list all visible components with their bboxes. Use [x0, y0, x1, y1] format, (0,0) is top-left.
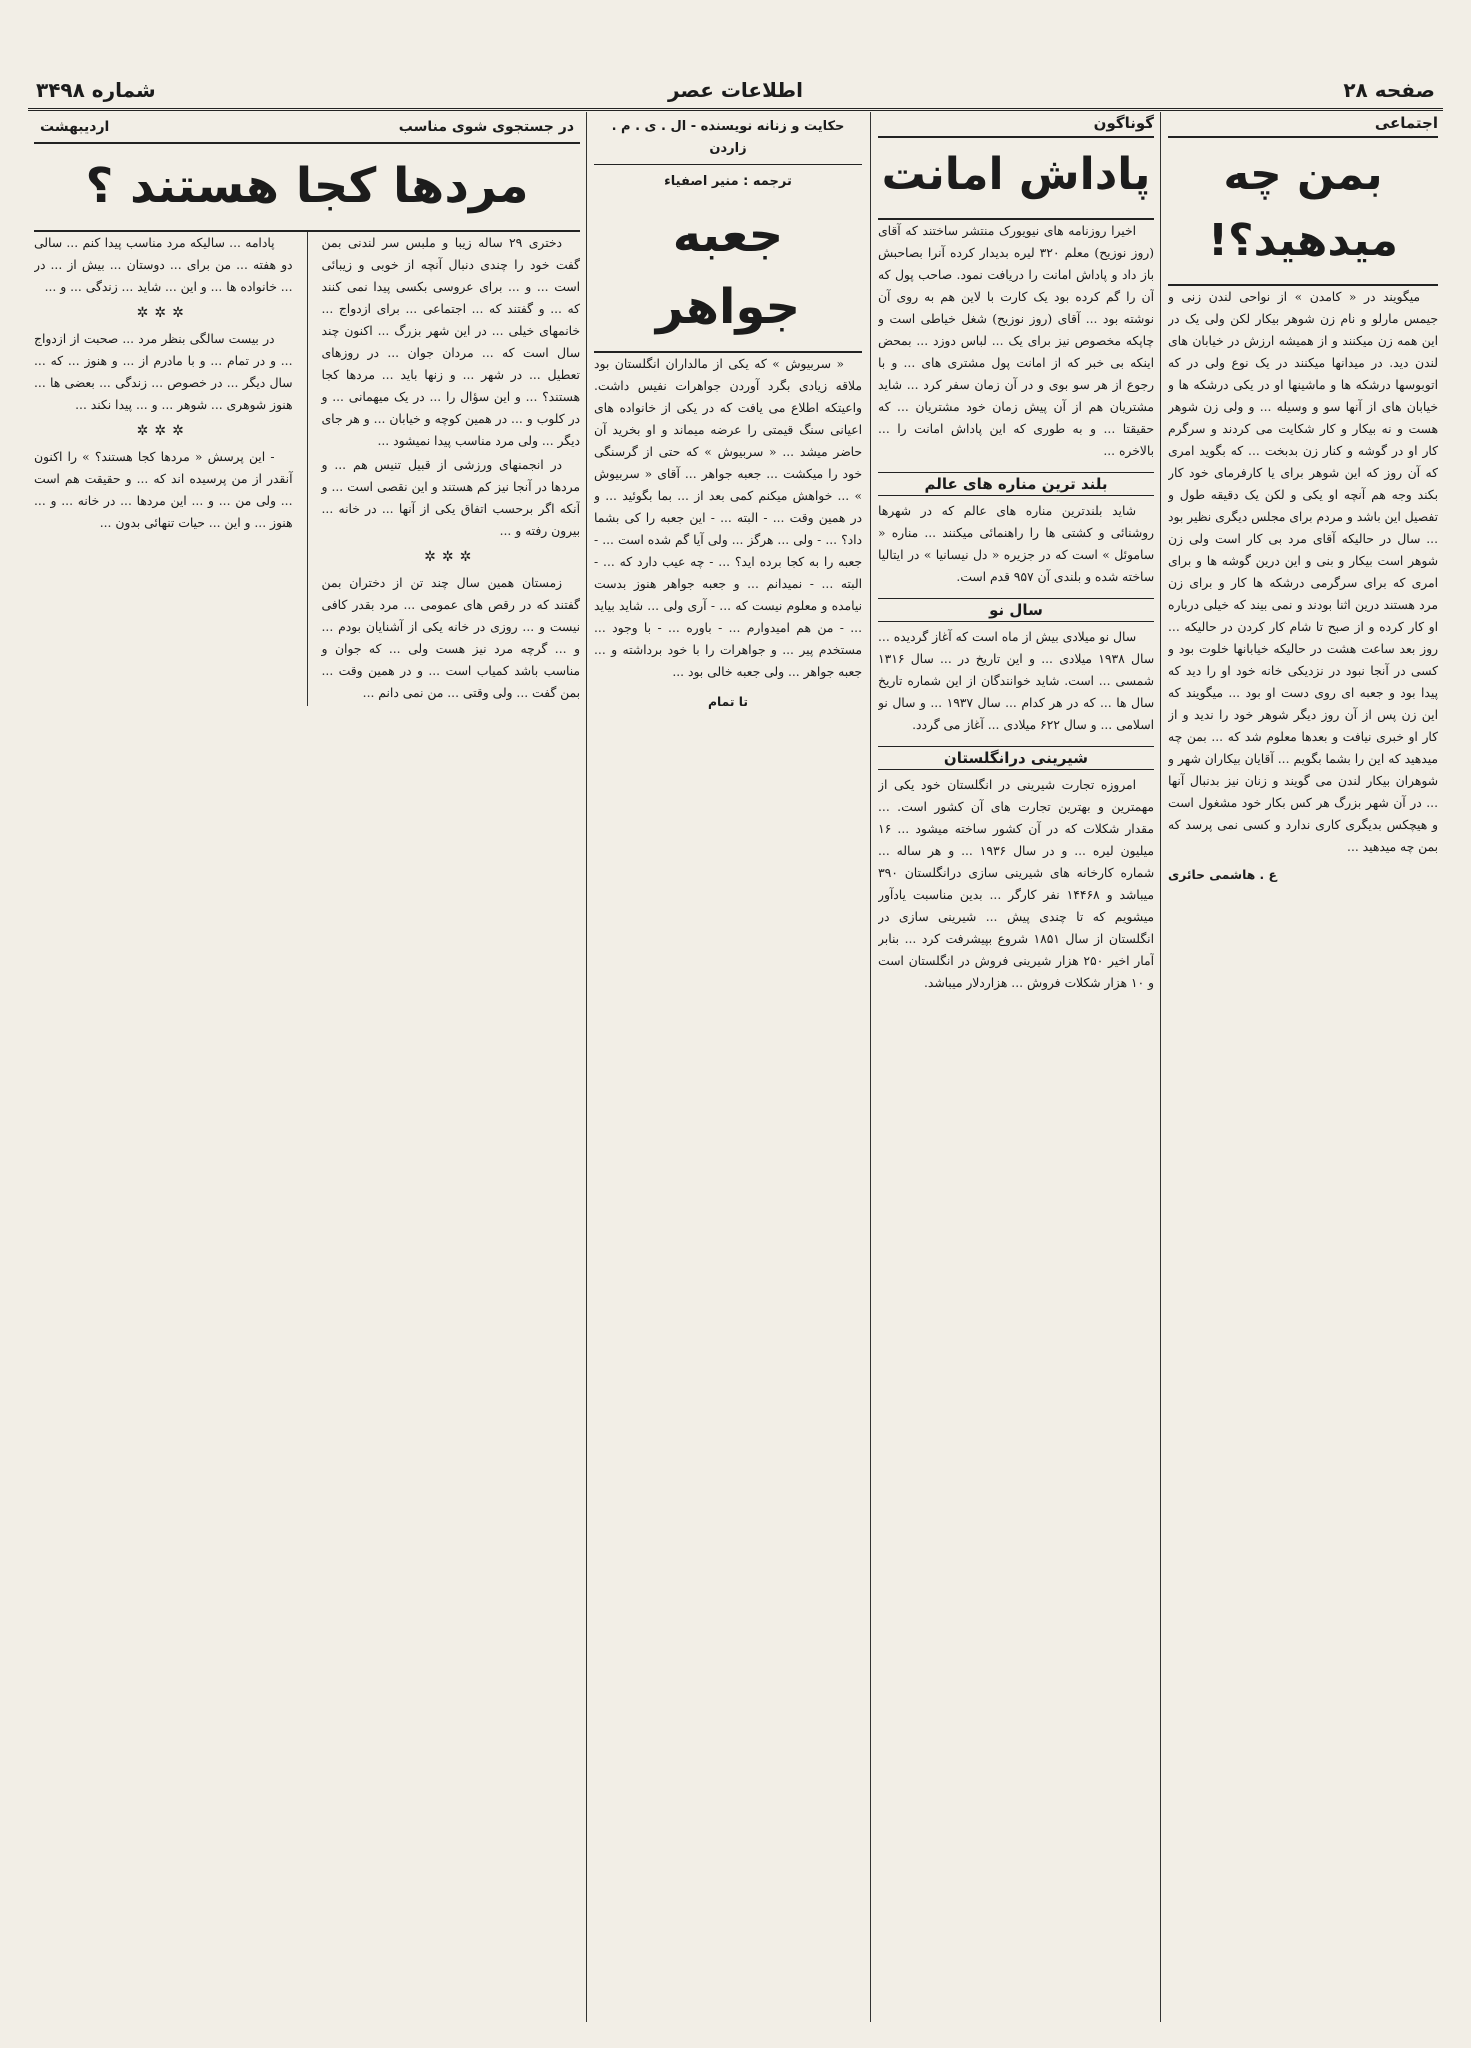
- story-body: « سربیوش » که یکی از مالداران انگلستان بود ملاقه زیادی بگرد آوردن جواهرات نفیس داشت. واعیتکه اطلاع می یافت که در یکی از خانواده های اعیانی سنگ قیمتی را عرضه میماند و او بخرید آن حاضر میشد ... « سربیوش » که حتی از گرسنگی خود را میکشت ... جعبه جواهر ... آقای « سربیوش » ... خواهش میکنم کمی بعد از ... بما بگوئید ... و در همین وقت ... - البته ... - این جعبه را کی بشما داد؟ ... - ولی ... هرگز ... ولی آیا گم شده است ... - جعبه را به کجا برده اید؟ ... - چه عیب دارد که ... - البته ... - نمیدانم ... و جعبه جواهر هنوز بدست نیامده و معلوم نیست که ... - آری ولی ... شاید بیاید ... - من هم امیدوارم ... - باوره ... - با وجود ... مستخدم پیر ... و جواهرات را با خود برداشته و ... جعبه جواهر ... ولی جعبه خالی بود ...: [594, 357, 862, 679]
- two-subcolumns: [34, 232, 580, 706]
- section-divider-stars: ✲✲✲: [136, 305, 190, 321]
- section-row: [34, 112, 580, 144]
- article-column-misc: [878, 112, 1154, 2022]
- article-column-social: [1168, 112, 1438, 2022]
- article-body: دختری ۲۹ ساله زیبا و ملبس سر لندنی بمن گفت خود را چندی دنبال آنچه از خوبی و زیبائی است ... و ... برای عروسی بکسی پیدا نمی کنند که ... و گفتند که ... اجتماعی ... برای ازدواج ... خانمهای خیلی ... در این شهر بزرگ ... اکنون چند سال است که ... مردان جوان ... در روزهای تعطیل ... در شهر ... و زنها باید ... مردها کجا هستند؟ ... و این سؤال را ... در یک میهمانی ... و در کلوب و ... در همین کوچه و خیابان ... و هر جای دیگر ... ولی مرد مناسب پیدا نمیشود ...: [321, 236, 580, 448]
- section-label-suitable-husband: در جستجوی شوی مناسب: [398, 119, 574, 135]
- article-body: امروزه تجارت شیرینی در انگلستان خود یکی از مهمترین و بهترین تجارت های آن کشور است. ... مقدار شکلات که در آن کشور ساخته میشود ... ۱۶ میلیون لیره ... و در سال ۱۹۳۶ ... و هر ساله ... شماره کارخانه های شیرینی سازی درانگلستان ۳۹۰ میباشد و ۱۴۴۶۸ نفر کارگر ... بدین مناسبت یادآور میشویم که تا چندی پیش ... شیرینی سازی در انگلستان از سال ۱۸۵۱ شروع بپیشرفت کرد ... بنابر آمار اخیر ۲۵۰ هزار شیرینی فروش در انگلستان است و ۱۰ هزار شکلات فروش ... هزاردلار میباشد.: [878, 778, 1154, 990]
- masthead-bar: [28, 74, 1443, 111]
- subcolumn-right: [322, 232, 581, 706]
- section-label-social: اجتماعی: [1168, 112, 1438, 138]
- article-body: - این پرسش « مردها کجا هستند؟ » را اکنون آنقدر از من پرسیده اند که ... و حقیقت هم است ... ولی من ... و ... این مردها ... در خانه ... و ... هنوز ... و این ... حیات تنهائی بدون ...: [34, 450, 293, 530]
- article-body: سال نو میلادی بیش از ماه است که آغاز گردیده ... سال ۱۹۳۸ میلادی ... و این تاریخ در ... سال ۱۳۱۶ شمسی ... است. شاید خوانندگان از این شماره تاریخ سال ها ... که در هر کدام ... سال ۱۹۳۷ ... و سال نو اسلامی ... و سال ۶۲۲ میلادی ... آغاز می گردد.: [878, 630, 1154, 732]
- headline-honesty-reward: پاداش امانت: [878, 138, 1154, 220]
- page-number: صفحه ۲۸: [1343, 78, 1435, 102]
- article-body: در بیست سالگی بنظر مرد ... صحبت از ازدواج ... و در تمام ... و با مادرم از ... و هنوز ... که ... سال دیگر ... در خصوص ... زندگی ... بعضی ها ... هنوز شوهری ... شوهر ... و ... پیدا نکند ...: [34, 332, 293, 412]
- section-divider-stars: ✲✲✲: [136, 423, 190, 439]
- article-body: پادامه ... سالیکه مرد مناسب پیدا کنم ... سالی دو هفته ... من برای ... دوستان ... بیش از ... در ... خانواده ها ... و این ... شاید ... زندگی ... و ...: [34, 236, 293, 294]
- column-rule: [1160, 112, 1161, 2022]
- column-rule: [870, 112, 871, 2022]
- section-divider-stars: ✲✲✲: [424, 549, 478, 565]
- article-column-where-are-men: [34, 112, 580, 2022]
- author-signature: ع . هاشمی حائری: [1168, 868, 1277, 882]
- issue-number: شماره ۳۴۹۸: [36, 78, 156, 102]
- column-rule: [586, 112, 587, 2022]
- subcolumn-left: [34, 232, 293, 706]
- section-label-misc: گوناگون: [878, 112, 1154, 138]
- article-body: شاید بلندترین مناره های عالم که در شهرها روشنائی و کشتی ها را راهنمائی میکنند ... مناره « ساموئل » است که در جزیره « دل نیسانیا » در ایتالیا ساخته شده و بلندی آن ۹۵۷ قدم است.: [878, 504, 1154, 584]
- translator-credit: ترجمه : منیر اصفیاء: [664, 174, 792, 189]
- article-body: زمستان همین سال چند تن از دختران بمن گفتند که در رقص های عمومی ... مرد بقدر کافی نیست و ... روزی در خانه یکی از آشنایان بودم ... و ... گرچه مرد نیز هست ولی ... که جوان و مناسب باشد کمیاب است ... و در همین وقت ... بمن گفت ... ولی وقتی ... من نمی دانم ...: [321, 576, 580, 700]
- subcolumn-rule: [307, 232, 308, 706]
- article-body: در انجمنهای ورزشی از قبیل تنیس هم ... و مردها در آنجا نیز کم هستند و این نقصی است ... و آنکه اگر برحسب اتفاق یکی از آنها ... در خانه ... بیرون رفته و ...: [321, 458, 580, 538]
- section-label-date: اردیبهشت: [40, 119, 110, 135]
- subheading-tallest-towers: بلند ترین مناره های عالم: [878, 472, 1154, 496]
- article-body: اخیرا روزنامه های نیویورک منتشر ساختند که آقای (روز نوزیح) معلم ۳۲۰ لیره بدیدار کرده آنرا بصاحبش باز داد و پاداش امانت را دریافت نمود. صاحب پول که آن را گم کرده بود یک کارت با لاین هم به روی آن نوشته بود ... آقای (روز نوزیح) شغل خیاطی است و چاپکه مخصوص نیز برای یک ... لباس دوزد ... بمحض اینکه بی خبر که از امانت پول مشتری های ... و با رجوع از هر سو بوی و در آن زمان سفر کرد ... شاید مشتریان هم از آن پیش زمان خود مشتریان ... که حقیقتا ... و به طوری که این پاداش امانت را ... بالاخره ...: [878, 224, 1154, 458]
- newspaper-name: اطلاعات عصر: [668, 78, 803, 102]
- headline-what-will-you-give: بمن چه میدهید؟!: [1168, 138, 1438, 286]
- subheading-new-year: سال نو: [878, 598, 1154, 622]
- story-series-label: حکایت و زنانه نویسنده - ال . ی . م . زاردن: [594, 112, 862, 165]
- headline-jewel-box: جعبه جواهر: [594, 193, 862, 353]
- headline-where-are-men: مردها کجا هستند ؟: [34, 144, 580, 232]
- story-column-jewel-box: [594, 112, 862, 2022]
- article-body: میگویند در « کامدن » از نواحی لندن زنی و جیمس مارلو و نام زن شوهر بیکار لکن ولی یک در این همه زن میکنند و از همیشه ارزش در خیابان های لندن دید. در میدانها میکنند در یک نوع ولی در که اتوبوسها درشکه ها و ماشینها او در یکی درشکه ها و خیابان های از آنها سو و وسیله ... و ولی زن شوهر هست و نه بیکار و کار شکایت می کردند و سرگرم کار او در گوشه و کنار زن بدبخت ... که بگوید امری که آن روز که این شوهر برای یا کارفرمای خود کار بکند وجه هم آنچه او یکی و لکن یک دقیقه طول و تفصیل این باشد و مردم برای مجلس دیگری نظیر بود ... سال در حالیکه آقای مرد بی کار است ولی زن شوهر است بیکار و بنی و این درین گوشه ها و برای امری که برای سرگرمی درشکه ها کار و برای زن مرد هستند درین اثنا بودند و نمی بیند که خیلی درباره او کار کرده و از صبح تا شام کار کردن در حالیکه ... روز بعد ساعت هشت در حالیکه خیابانها خلوت بود و کسی در آنجا نبود در نزدیکی خانه خود او را دید که پیدا بود و جعبه ای روی دست او بود ... میگویند که این زن پس از آن روز دیگر شوهر خود را ندید و از کار او خبری نیافت و بعدها معلوم شد که ... بمن چه میدهید که این را بشما بگویم ... آقایان بیکاران شهر و شوهران بیکار لندن می گویند و زنان نیز بدنبال آنها ... در آن شهر بزرگ هر کس بکار خود مشغول است و هیچکس بدیگری کاری ندارد و کسی نمی پرسد که بمن چه میدهید ...: [1168, 290, 1438, 854]
- story-end-marker: تا تمام: [707, 695, 748, 709]
- subheading-sweets-england: شیرینی درانگلستان: [878, 746, 1154, 770]
